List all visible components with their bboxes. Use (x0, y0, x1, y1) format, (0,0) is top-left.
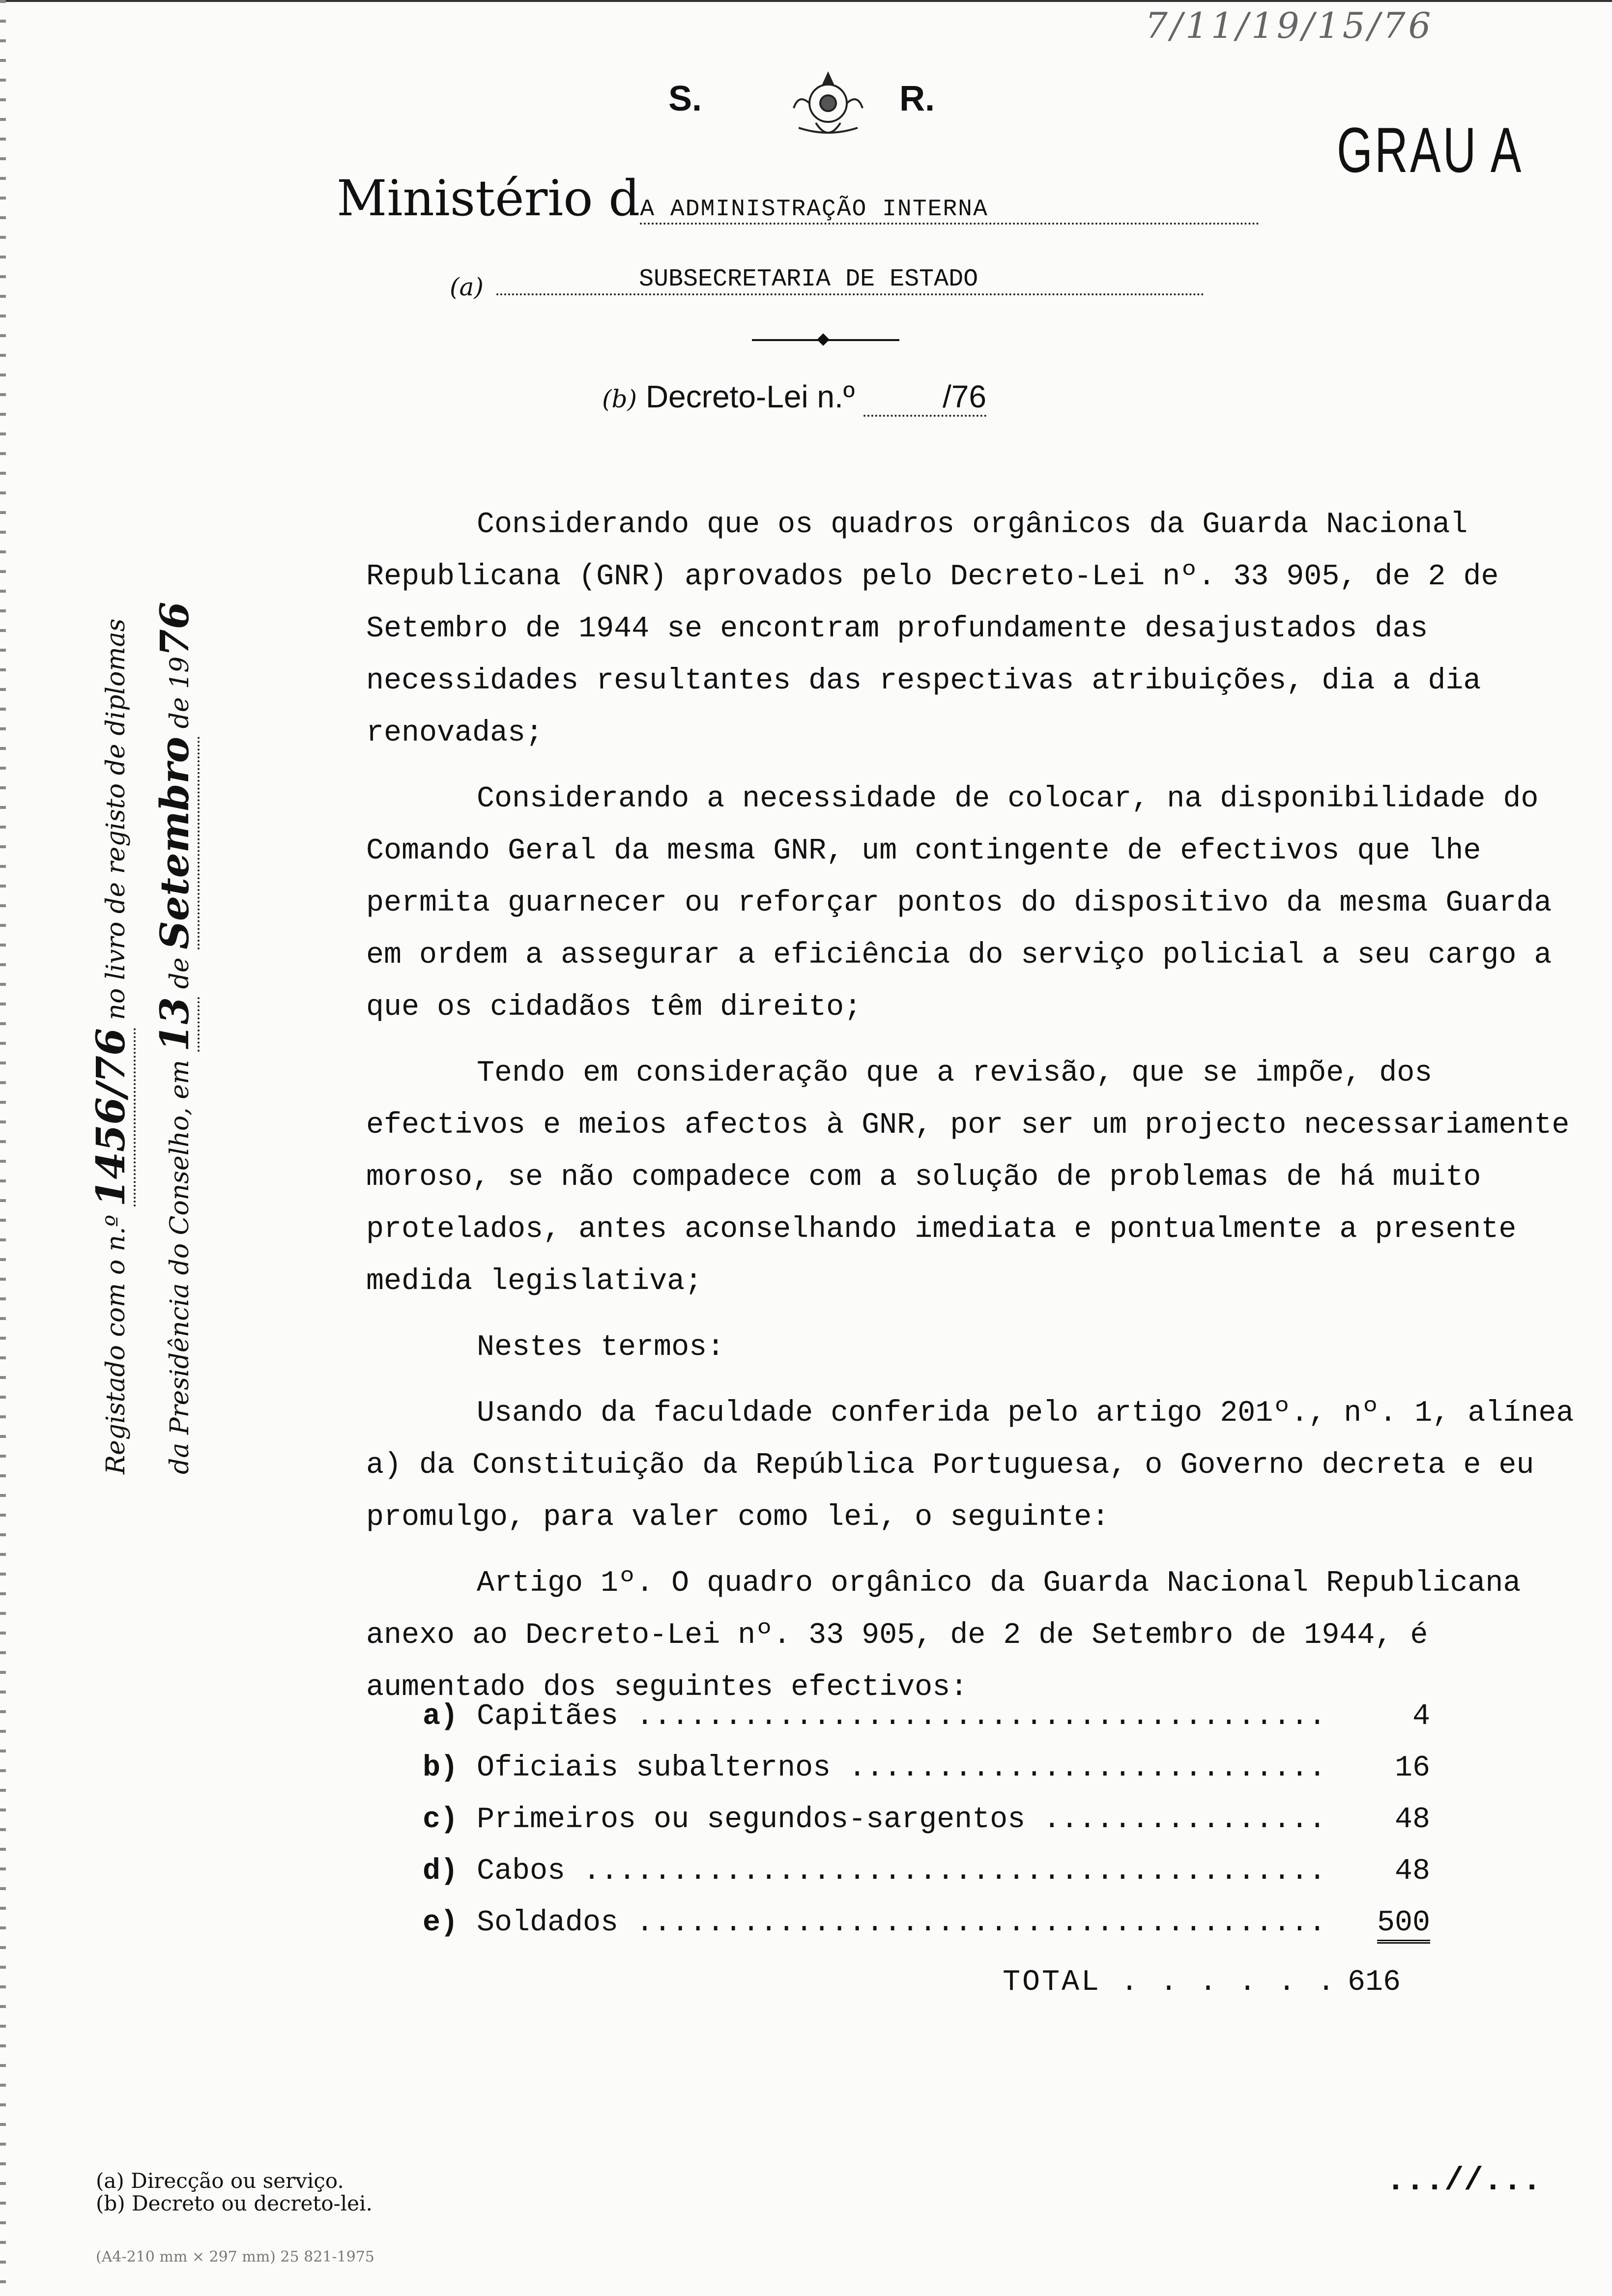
decree-label: Decreto-Lei n.º (645, 379, 855, 414)
item-text: Capitães ..... (477, 1700, 1332, 1733)
item-value (1332, 1906, 1430, 1940)
item-label: a) (423, 1699, 459, 1733)
footnote-ref-b: (b) (602, 385, 637, 413)
item-label: e) (423, 1906, 459, 1940)
grade-stamp: GRAU A (1337, 114, 1524, 186)
registration-line-1 (79, 491, 143, 1474)
list-item (423, 1897, 1430, 1949)
paragraph-2: Considerando a necessidade de colocar, na disponibilidade do Comando Geral da mesma GNR, um contingente de efectivos que lhe permita guarnecer ou reforçar pontos do dispositivo da mesma Guarda em ordem a assegurar a eficiência do serviço policial a seu cargo a que os cidadãos têm direito; (366, 782, 1552, 1024)
r-letter: R. (899, 79, 935, 118)
continues-marker: ...//... (1386, 2162, 1542, 2199)
ministry-prefix: Ministério d (337, 170, 640, 227)
item-text: Oficiais subalternos ..... (477, 1751, 1332, 1785)
registration-date-suffix: de 19 (165, 656, 195, 729)
paragraph-3: Tendo em consideração que a revisão, que se impõe, dos efectivos e meios afectos à GNR, por ser um projecto necessariamente moroso, se não compadece com a solução de problemas de há muito protelados, antes aconselhando imediata e pontualmente a presente medida legislativa; (366, 1057, 1570, 1298)
registration-year: 76 (151, 602, 198, 657)
footnotes (96, 2170, 373, 2215)
item-value: 48 (1394, 1803, 1430, 1837)
list-item (423, 1845, 1430, 1897)
registration-date-mid: de (165, 957, 195, 989)
divider-diamond-icon (817, 333, 829, 345)
footnote-ref-a: (a) (450, 273, 484, 301)
subsecretaria-line (496, 265, 1204, 295)
registration-line-2 (143, 491, 206, 1474)
registration-margin-note (79, 491, 206, 1474)
total-label: TOTAL . . . . . . (1003, 1966, 1337, 1999)
registration-day: 13 (151, 997, 200, 1052)
subsecretaria-text: SUBSECRETARIA DE ESTADO (639, 265, 979, 293)
handwritten-reference: 7/11/19/15/76 (1145, 5, 1434, 46)
decree-body (366, 499, 1605, 1714)
total-value: 616 (1347, 1966, 1401, 1999)
item-value-text: 500 (1377, 1906, 1430, 1944)
registration-date-prefix: da Presidência do Conselho, em (165, 1060, 195, 1474)
paragraph-5: Usando da faculdade conferida pelo artigo 201º., nº. 1, alínea a) da Constituição da República Portuguesa, o Governo decreta e eu promulgo, para valer como lei, o seguinte: (366, 1397, 1574, 1534)
ministry-title (337, 170, 1259, 227)
item-value: 48 (1394, 1854, 1430, 1888)
list-item (423, 1794, 1430, 1845)
item-text: Soldados ..... (477, 1906, 1332, 1940)
list-item (423, 1742, 1430, 1794)
binding-edge (0, 0, 6, 2296)
item-text: Primeiros ou segundos-sargentos ..... (477, 1803, 1332, 1837)
printer-mark: (A4-210 mm × 297 mm) 25 821-1975 (96, 2248, 374, 2266)
registration-suffix: no livro de registo de diplomas (101, 618, 131, 1020)
decree-number: /76 (864, 378, 986, 417)
list-item (423, 1691, 1430, 1742)
item-label: c) (423, 1803, 459, 1837)
item-label: d) (423, 1854, 459, 1888)
s-letter: S. (668, 79, 702, 118)
footnote-a: (a) Direcção ou serviço. (96, 2169, 344, 2193)
item-value: 4 (1412, 1699, 1430, 1733)
paragraph-1: Considerando que os quadros orgânicos da Guarda Nacional Republicana (GNR) aprovados pelo Decreto-Lei nº. 33 905, de 2 de Setembro de 1944 se encontram profundamente desajustados das necessidades resultantes das respectivas atribuições, dia a dia renovadas; (366, 508, 1499, 750)
paragraph-4: Nestes termos: (477, 1331, 725, 1364)
registration-month: Setembro (151, 737, 200, 949)
decree-heading (602, 378, 986, 417)
paragraph-6: Artigo 1º. O quadro orgânico da Guarda Nacional Republicana anexo ao Decreto-Lei nº. 33 905, de 2 de Setembro de 1944, é aumentado dos seguintes efectivos: (366, 1567, 1521, 1704)
footnote-b: (b) Decreto ou decreto-lei. (96, 2191, 373, 2215)
item-label: b) (423, 1751, 459, 1785)
item-text: Cabos ..... (477, 1855, 1332, 1888)
personnel-list (423, 1691, 1430, 1949)
registration-number: 1456/76 (87, 1028, 136, 1206)
coat-of-arms-icon (779, 64, 877, 147)
item-value: 16 (1394, 1751, 1430, 1785)
registration-prefix: Registado com o n.º (101, 1214, 131, 1474)
ministry-name: A ADMINISTRAÇÃO INTERNA (640, 196, 1259, 225)
top-border (0, 0, 1612, 2)
